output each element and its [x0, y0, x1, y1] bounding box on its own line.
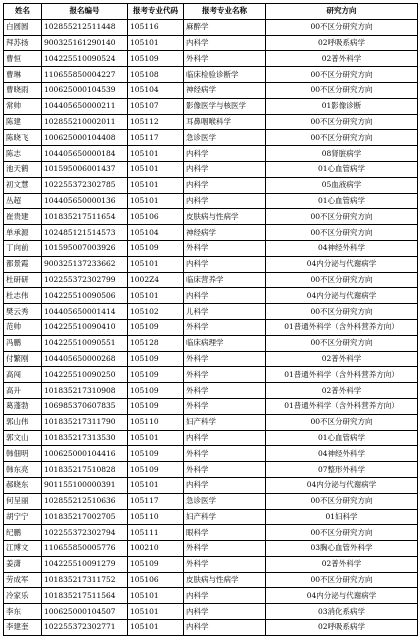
major-code-cell: 105102 — [128, 304, 184, 320]
major-code-cell: 105110 — [128, 509, 184, 525]
table-row — [4, 67, 418, 83]
research-direction-cell: 04内分泌与代谢病学 — [266, 256, 418, 272]
major-code-cell: 105106 — [128, 209, 184, 225]
major-code-cell: 105101 — [128, 35, 184, 51]
major-name-cell: 内科学 — [184, 161, 266, 177]
table-row — [4, 146, 418, 162]
name-cell: 江博文 — [4, 541, 42, 557]
research-direction-cell: 00不区分研究方向 — [266, 209, 418, 225]
major-name-cell: 外科学 — [184, 541, 266, 557]
table-row — [4, 351, 418, 367]
header-research-direction: 研究方向 — [266, 4, 418, 20]
registration-number-cell: 900325161290140 — [42, 35, 128, 51]
name-cell: 曹晓雨 — [4, 82, 42, 98]
research-direction-cell: 01心血管病学 — [266, 161, 418, 177]
table-row — [4, 398, 418, 414]
table-row — [4, 604, 418, 620]
table-row — [4, 493, 418, 509]
registration-number-cell: 100625000104416 — [42, 446, 128, 462]
major-name-cell: 外科学 — [184, 398, 266, 414]
table-row — [4, 304, 418, 320]
major-name-cell: 临床病理学 — [184, 335, 266, 351]
major-code-cell: 105108 — [128, 67, 184, 83]
major-code-cell: 105109 — [128, 240, 184, 256]
research-direction-cell: 00不区分研究方向 — [266, 493, 418, 509]
research-direction-cell: 01心血管病学 — [266, 430, 418, 446]
name-cell: 丁向前 — [4, 240, 42, 256]
registration-number-cell: 102855212511448 — [42, 19, 128, 35]
registration-number-cell: 101835217511564 — [42, 588, 128, 604]
major-code-cell: 105109 — [128, 319, 184, 335]
table-row — [4, 446, 418, 462]
major-code-cell: 105104 — [128, 82, 184, 98]
major-name-cell: 临床检验诊断学 — [184, 67, 266, 83]
major-code-cell: 105101 — [128, 604, 184, 620]
research-direction-cell: 01普通外科学（含外科营养方向） — [266, 367, 418, 383]
registration-number-cell: 110655850004227 — [42, 67, 128, 83]
name-cell: 韩东亮 — [4, 462, 42, 478]
name-cell: 杜志伟 — [4, 288, 42, 304]
major-code-cell: 105101 — [128, 430, 184, 446]
table-row — [4, 335, 418, 351]
header-registration-number: 报名编号 — [42, 4, 128, 20]
name-cell: 葛蓬勃 — [4, 398, 42, 414]
registration-number-cell: 104225510090410 — [42, 319, 128, 335]
name-cell: 高闯 — [4, 367, 42, 383]
research-direction-cell: 04神经外科学 — [266, 240, 418, 256]
name-cell: 杜研研 — [4, 272, 42, 288]
name-cell: 李东 — [4, 604, 42, 620]
name-cell: 郭山伟 — [4, 414, 42, 430]
major-name-cell: 内科学 — [184, 177, 266, 193]
major-name-cell: 外科学 — [184, 367, 266, 383]
name-cell: 崔贵建 — [4, 209, 42, 225]
table-row — [4, 130, 418, 146]
table-row — [4, 288, 418, 304]
name-cell: 纪鹏 — [4, 525, 42, 541]
name-cell: 单承源 — [4, 225, 42, 241]
header-name: 姓名 — [4, 4, 42, 20]
table-row — [4, 256, 418, 272]
registration-number-cell: 104405650001414 — [42, 304, 128, 320]
table-row — [4, 225, 418, 241]
registration-number-cell: 900325137233662 — [42, 256, 128, 272]
major-code-cell: 105101 — [128, 146, 184, 162]
registration-number-cell: 100625000104408 — [42, 130, 128, 146]
major-name-cell: 妇产科学 — [184, 509, 266, 525]
table-row — [4, 82, 418, 98]
table-row — [4, 98, 418, 114]
name-cell: 劳成军 — [4, 572, 42, 588]
name-cell: 范帅 — [4, 319, 42, 335]
major-name-cell: 耳鼻咽喉科学 — [184, 114, 266, 130]
major-code-cell: 105107 — [128, 98, 184, 114]
table-row — [4, 525, 418, 541]
name-cell: 陈建 — [4, 114, 42, 130]
name-cell: 姜潇 — [4, 556, 42, 572]
name-cell: 陈晓飞 — [4, 130, 42, 146]
research-direction-cell: 00不区分研究方向 — [266, 304, 418, 320]
major-name-cell: 内科学 — [184, 288, 266, 304]
name-cell: 拜苏扬 — [4, 35, 42, 51]
major-name-cell: 内科学 — [184, 193, 266, 209]
registration-number-cell: 104225510090524 — [42, 51, 128, 67]
research-direction-cell: 03消化系病学 — [266, 604, 418, 620]
registration-number-cell: 100625000104507 — [42, 604, 128, 620]
header-row — [4, 4, 418, 20]
registration-number-cell: 101835217311752 — [42, 572, 128, 588]
research-direction-cell: 02普外科学 — [266, 383, 418, 399]
name-cell: 都景霞 — [4, 256, 42, 272]
table-row — [4, 462, 418, 478]
name-cell: 常帅 — [4, 98, 42, 114]
registration-number-cell: 102485121514573 — [42, 225, 128, 241]
table-row — [4, 383, 418, 399]
header-major-code: 报考专业代码 — [128, 4, 184, 20]
research-direction-cell: 07整形外科学 — [266, 462, 418, 478]
name-cell: 胡宁宁 — [4, 509, 42, 525]
registration-number-cell: 101835217310908 — [42, 383, 128, 399]
major-code-cell: 105101 — [128, 256, 184, 272]
major-name-cell: 内科学 — [184, 588, 266, 604]
table-row — [4, 620, 418, 636]
research-direction-cell: 01妇科学 — [266, 509, 418, 525]
registration-number-cell: 104405650000211 — [42, 98, 128, 114]
research-direction-cell: 00不区分研究方向 — [266, 130, 418, 146]
table-row — [4, 161, 418, 177]
major-name-cell: 外科学 — [184, 240, 266, 256]
table-row — [4, 541, 418, 557]
name-cell: 冷家乐 — [4, 588, 42, 604]
research-direction-cell: 01影像诊断 — [266, 98, 418, 114]
major-name-cell: 儿科学 — [184, 304, 266, 320]
major-name-cell: 神经病学 — [184, 225, 266, 241]
table-row — [4, 588, 418, 604]
major-code-cell: 105110 — [128, 414, 184, 430]
major-code-cell: 105109 — [128, 462, 184, 478]
registration-number-cell: 104225510090250 — [42, 367, 128, 383]
table-row — [4, 319, 418, 335]
registration-number-cell: 101595007003926 — [42, 240, 128, 256]
major-name-cell: 妇产科学 — [184, 414, 266, 430]
name-cell: 丛超 — [4, 193, 42, 209]
name-cell: 曹琳 — [4, 67, 42, 83]
major-name-cell: 临床营养学 — [184, 272, 266, 288]
registration-number-cell: 104225510090506 — [42, 288, 128, 304]
table-row — [4, 572, 418, 588]
name-cell: 樊云秀 — [4, 304, 42, 320]
major-code-cell: 105112 — [128, 114, 184, 130]
name-cell: 李建奎 — [4, 620, 42, 636]
major-code-cell: 100210 — [128, 541, 184, 557]
research-direction-cell: 02呼吸系病学 — [266, 620, 418, 636]
research-direction-cell: 04神经外科学 — [266, 446, 418, 462]
major-name-cell: 眼科学 — [184, 525, 266, 541]
name-cell: 郝晓东 — [4, 477, 42, 493]
research-direction-cell: 00不区分研究方向 — [266, 572, 418, 588]
major-code-cell: 105109 — [128, 367, 184, 383]
registration-number-cell: 101835217510828 — [42, 462, 128, 478]
major-code-cell: 105101 — [128, 588, 184, 604]
name-cell: 付繁刚 — [4, 351, 42, 367]
registration-number-cell: 102255372302785 — [42, 177, 128, 193]
registration-number-cell: 101835217511654 — [42, 209, 128, 225]
major-name-cell: 内科学 — [184, 35, 266, 51]
research-direction-cell: 05血液病学 — [266, 177, 418, 193]
major-code-cell: 105101 — [128, 193, 184, 209]
research-direction-cell: 00不区分研究方向 — [266, 114, 418, 130]
major-code-cell: 105109 — [128, 556, 184, 572]
major-name-cell: 内科学 — [184, 604, 266, 620]
major-code-cell: 105101 — [128, 177, 184, 193]
registration-number-cell: 102855212510636 — [42, 493, 128, 509]
registration-number-cell: 104405650000268 — [42, 351, 128, 367]
table-row — [4, 509, 418, 525]
table-row — [4, 240, 418, 256]
major-name-cell: 内科学 — [184, 477, 266, 493]
registration-number-cell: 101595006001437 — [42, 161, 128, 177]
research-direction-cell: 00不区分研究方向 — [266, 225, 418, 241]
research-direction-cell: 02普外科学 — [266, 51, 418, 67]
major-name-cell: 皮肤病与性病学 — [184, 209, 266, 225]
research-direction-cell: 01普通外科学（含外科营养方向） — [266, 398, 418, 414]
name-cell: 池天鹤 — [4, 161, 42, 177]
major-code-cell: 105109 — [128, 383, 184, 399]
major-name-cell: 内科学 — [184, 620, 266, 636]
registration-number-cell: 104405650000136 — [42, 193, 128, 209]
major-name-cell: 外科学 — [184, 51, 266, 67]
research-direction-cell: 04内分泌与代谢病学 — [266, 288, 418, 304]
registration-number-cell: 106985370607835 — [42, 398, 128, 414]
research-direction-cell: 04内分泌与代谢病学 — [266, 477, 418, 493]
name-cell: 白圆圆 — [4, 19, 42, 35]
table-row — [4, 35, 418, 51]
major-code-cell: 105101 — [128, 477, 184, 493]
major-code-cell: 105101 — [128, 620, 184, 636]
registration-number-cell: 102855210002011 — [42, 114, 128, 130]
major-code-cell: 105109 — [128, 51, 184, 67]
table-row — [4, 177, 418, 193]
registration-number-cell: 104225510091279 — [42, 556, 128, 572]
major-code-cell: 105101 — [128, 288, 184, 304]
major-code-cell: 105106 — [128, 572, 184, 588]
major-name-cell: 外科学 — [184, 446, 266, 462]
name-cell: 韩佃明 — [4, 446, 42, 462]
table-row — [4, 193, 418, 209]
research-direction-cell: 02呼吸系病学 — [266, 35, 418, 51]
name-cell: 初文慧 — [4, 177, 42, 193]
major-code-cell: 105109 — [128, 351, 184, 367]
research-direction-cell: 00不区分研究方向 — [266, 67, 418, 83]
table-row — [4, 367, 418, 383]
table-row — [4, 414, 418, 430]
name-cell: 郭文山 — [4, 430, 42, 446]
major-name-cell: 神经病学 — [184, 82, 266, 98]
major-code-cell: 105109 — [128, 446, 184, 462]
research-direction-cell: 02普外科学 — [266, 556, 418, 572]
major-name-cell: 内科学 — [184, 256, 266, 272]
registration-number-cell: 901155100000391 — [42, 477, 128, 493]
name-cell: 高升 — [4, 383, 42, 399]
name-cell: 何呈丽 — [4, 493, 42, 509]
registration-number-cell: 102255372302799 — [42, 272, 128, 288]
research-direction-cell: 00不区分研究方向 — [266, 335, 418, 351]
research-direction-cell: 03胸心血管外科学 — [266, 541, 418, 557]
registration-number-cell: 104225510090551 — [42, 335, 128, 351]
registration-number-cell: 102255372302771 — [42, 620, 128, 636]
registration-number-cell: 104405650000184 — [42, 146, 128, 162]
major-name-cell: 皮肤病与性病学 — [184, 572, 266, 588]
major-code-cell: 105128 — [128, 335, 184, 351]
registration-number-cell: 102255372302794 — [42, 525, 128, 541]
table-row — [4, 19, 418, 35]
header-major-name: 报考专业名称 — [184, 4, 266, 20]
name-cell: 曹恒 — [4, 51, 42, 67]
major-name-cell: 内科学 — [184, 146, 266, 162]
major-name-cell: 外科学 — [184, 351, 266, 367]
major-code-cell: 105104 — [128, 225, 184, 241]
major-name-cell: 麻醉学 — [184, 19, 266, 35]
table-row — [4, 51, 418, 67]
research-direction-cell: 00不区分研究方向 — [266, 272, 418, 288]
registration-number-cell: 101835217311790 — [42, 414, 128, 430]
table-row — [4, 272, 418, 288]
major-name-cell: 外科学 — [184, 556, 266, 572]
major-code-cell: 105109 — [128, 398, 184, 414]
major-code-cell: 105117 — [128, 130, 184, 146]
registration-number-cell: 101835217002705 — [42, 509, 128, 525]
major-name-cell: 外科学 — [184, 319, 266, 335]
major-code-cell: 105101 — [128, 161, 184, 177]
admissions-table — [3, 3, 418, 636]
major-name-cell: 外科学 — [184, 383, 266, 399]
table-row — [4, 430, 418, 446]
major-code-cell: 1002Z4 — [128, 272, 184, 288]
research-direction-cell: 08肾脏病学 — [266, 146, 418, 162]
research-direction-cell: 00不区分研究方向 — [266, 82, 418, 98]
registration-number-cell: 110655850005776 — [42, 541, 128, 557]
table-row — [4, 114, 418, 130]
research-direction-cell: 01普通外科学（含外科营养方向） — [266, 319, 418, 335]
major-name-cell: 内科学 — [184, 430, 266, 446]
research-direction-cell: 00不区分研究方向 — [266, 414, 418, 430]
registration-number-cell: 100625000104539 — [42, 82, 128, 98]
table-row — [4, 477, 418, 493]
name-cell: 冯鹏 — [4, 335, 42, 351]
major-code-cell: 105117 — [128, 493, 184, 509]
major-code-cell: 105111 — [128, 525, 184, 541]
research-direction-cell: 02普外科学 — [266, 351, 418, 367]
major-name-cell: 急诊医学 — [184, 493, 266, 509]
research-direction-cell: 04内分泌与代谢病学 — [266, 588, 418, 604]
registration-number-cell: 101835217313530 — [42, 430, 128, 446]
major-name-cell: 影像医学与核医学 — [184, 98, 266, 114]
table-row — [4, 209, 418, 225]
major-name-cell: 外科学 — [184, 462, 266, 478]
table-row — [4, 556, 418, 572]
research-direction-cell: 00不区分研究方向 — [266, 19, 418, 35]
research-direction-cell: 00不区分研究方向 — [266, 525, 418, 541]
major-code-cell: 105116 — [128, 19, 184, 35]
major-name-cell: 急诊医学 — [184, 130, 266, 146]
name-cell: 陈志 — [4, 146, 42, 162]
research-direction-cell: 01心血管病学 — [266, 193, 418, 209]
